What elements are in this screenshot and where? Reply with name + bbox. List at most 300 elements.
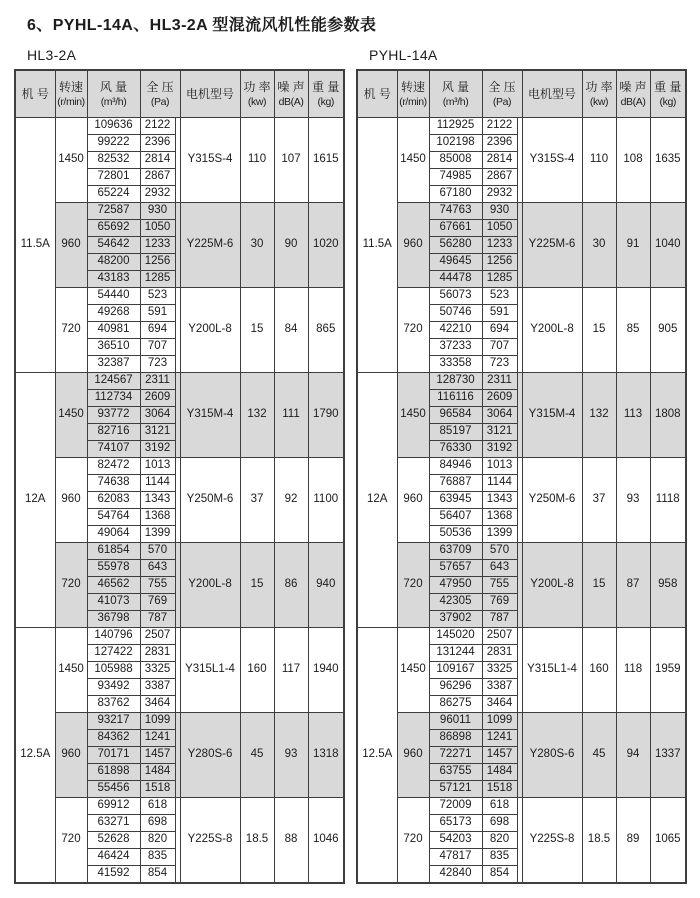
table-row <box>357 288 686 305</box>
pressure-cell: 694 <box>140 322 175 339</box>
flow-cell: 40981 <box>87 322 140 339</box>
table-body <box>15 118 344 884</box>
flow-cell: 74638 <box>87 475 140 492</box>
col-header-pressure: 全 压 (Pa) <box>140 70 180 118</box>
flow-cell: 37902 <box>429 611 482 628</box>
flow-cell: 57121 <box>429 781 482 798</box>
page-title: 6、PYHL-14A、HL3-2A 型混流风机性能参数表 <box>27 17 377 34</box>
speed-cell: 720 <box>397 543 429 628</box>
motor-model-cell: Y280S-6 <box>522 713 582 798</box>
weight-cell: 865 <box>308 288 344 373</box>
weight-cell: 1959 <box>650 628 686 713</box>
flow-cell: 96011 <box>429 713 482 730</box>
pressure-cell: 1484 <box>140 764 175 781</box>
pressure-cell: 2396 <box>140 135 175 152</box>
table-block-hl3-2a <box>14 47 343 884</box>
weight-cell: 1790 <box>308 373 344 458</box>
weight-cell: 1065 <box>650 798 686 884</box>
pressure-cell: 1241 <box>482 730 517 747</box>
flow-cell: 105988 <box>87 662 140 679</box>
weight-cell: 1615 <box>308 118 344 203</box>
pressure-cell: 1144 <box>140 475 175 492</box>
pressure-cell: 1457 <box>140 747 175 764</box>
noise-cell: 85 <box>616 288 650 373</box>
table-row <box>357 628 686 645</box>
pressure-cell: 1256 <box>140 254 175 271</box>
pressure-cell: 2507 <box>482 628 517 645</box>
pressure-cell: 591 <box>140 305 175 322</box>
pressure-cell: 930 <box>482 203 517 220</box>
flow-cell: 112734 <box>87 390 140 407</box>
pressure-cell: 2831 <box>140 645 175 662</box>
flow-cell: 56073 <box>429 288 482 305</box>
pressure-cell: 1399 <box>482 526 517 543</box>
pressure-cell: 2831 <box>482 645 517 662</box>
flow-cell: 48200 <box>87 254 140 271</box>
col-header-flow: 风 量 (m³/h) <box>429 70 482 118</box>
power-cell: 30 <box>582 203 616 288</box>
pressure-cell: 1368 <box>482 509 517 526</box>
pressure-cell: 2932 <box>140 186 175 203</box>
flow-cell: 46424 <box>87 849 140 866</box>
table-row <box>357 713 686 730</box>
flow-cell: 36798 <box>87 611 140 628</box>
pressure-cell: 2122 <box>140 118 175 135</box>
table-row <box>357 118 686 135</box>
pressure-cell: 1013 <box>482 458 517 475</box>
pressure-cell: 643 <box>482 560 517 577</box>
power-cell: 132 <box>240 373 274 458</box>
flow-cell: 72271 <box>429 747 482 764</box>
col-header-speed: 转速 (r/min) <box>55 70 87 118</box>
weight-cell: 958 <box>650 543 686 628</box>
pressure-cell: 694 <box>482 322 517 339</box>
flow-cell: 61898 <box>87 764 140 781</box>
pressure-cell: 698 <box>140 815 175 832</box>
speed-cell: 1450 <box>55 373 87 458</box>
pressure-cell: 2867 <box>140 169 175 186</box>
noise-cell: 90 <box>274 203 308 288</box>
flow-cell: 54440 <box>87 288 140 305</box>
pressure-cell: 755 <box>140 577 175 594</box>
pressure-cell: 3192 <box>140 441 175 458</box>
pressure-cell: 2867 <box>482 169 517 186</box>
pressure-cell: 1343 <box>482 492 517 509</box>
noise-cell: 117 <box>274 628 308 713</box>
flow-cell: 41073 <box>87 594 140 611</box>
power-cell: 160 <box>582 628 616 713</box>
power-cell: 15 <box>582 288 616 373</box>
power-cell: 18.5 <box>240 798 274 884</box>
pressure-cell: 3325 <box>140 662 175 679</box>
power-cell: 15 <box>240 288 274 373</box>
weight-cell: 1635 <box>650 118 686 203</box>
flow-cell: 99222 <box>87 135 140 152</box>
flow-cell: 46562 <box>87 577 140 594</box>
pressure-cell: 2814 <box>482 152 517 169</box>
power-cell: 15 <box>240 543 274 628</box>
pressure-cell: 1368 <box>140 509 175 526</box>
machine-model-cell: 12A <box>15 373 55 628</box>
flow-cell: 72801 <box>87 169 140 186</box>
noise-cell: 93 <box>274 713 308 798</box>
flow-cell: 102198 <box>429 135 482 152</box>
pressure-cell: 1144 <box>482 475 517 492</box>
power-cell: 160 <box>240 628 274 713</box>
pressure-cell: 570 <box>140 543 175 560</box>
table-body <box>357 118 686 884</box>
flow-cell: 93492 <box>87 679 140 696</box>
power-cell: 45 <box>582 713 616 798</box>
pressure-cell: 523 <box>140 288 175 305</box>
flow-cell: 112925 <box>429 118 482 135</box>
speed-cell: 960 <box>55 713 87 798</box>
speed-cell: 720 <box>397 288 429 373</box>
flow-cell: 109636 <box>87 118 140 135</box>
power-cell: 15 <box>582 543 616 628</box>
fan-spec-table-hl3-2a <box>14 69 345 884</box>
col-header-unit-flow: (m³/h) <box>100 96 127 108</box>
tables-row <box>14 47 686 884</box>
motor-model-cell: Y250M-6 <box>522 458 582 543</box>
col-header-weight: 重 量 (kg) <box>308 70 344 118</box>
flow-cell: 140796 <box>87 628 140 645</box>
table-header-row <box>15 70 344 118</box>
noise-cell: 118 <box>616 628 650 713</box>
speed-cell: 960 <box>397 713 429 798</box>
pressure-cell: 3387 <box>140 679 175 696</box>
noise-cell: 91 <box>616 203 650 288</box>
flow-cell: 52628 <box>87 832 140 849</box>
col-header-unit-power: (kw) <box>247 96 267 108</box>
col-header-pressure: 全 压 (Pa) <box>482 70 522 118</box>
weight-cell: 1118 <box>650 458 686 543</box>
pressure-cell: 835 <box>140 849 175 866</box>
speed-cell: 1450 <box>55 118 87 203</box>
col-header-unit-pressure: (Pa) <box>150 96 170 108</box>
flow-cell: 86275 <box>429 696 482 713</box>
noise-cell: 88 <box>274 798 308 884</box>
weight-cell: 940 <box>308 543 344 628</box>
power-cell: 37 <box>582 458 616 543</box>
pressure-cell: 820 <box>482 832 517 849</box>
noise-cell: 107 <box>274 118 308 203</box>
flow-cell: 85008 <box>429 152 482 169</box>
flow-cell: 63271 <box>87 815 140 832</box>
motor-model-cell: Y225M-6 <box>522 203 582 288</box>
pressure-cell: 3192 <box>482 441 517 458</box>
flow-cell: 72587 <box>87 203 140 220</box>
pressure-cell: 2932 <box>482 186 517 203</box>
weight-cell: 1808 <box>650 373 686 458</box>
col-header-noise: 噪 声 dB(A) <box>616 70 650 118</box>
flow-cell: 93217 <box>87 713 140 730</box>
table-row <box>357 543 686 560</box>
motor-model-cell: Y315L1-4 <box>522 628 582 713</box>
pressure-cell: 930 <box>140 203 175 220</box>
noise-cell: 84 <box>274 288 308 373</box>
table-row <box>357 458 686 475</box>
pressure-cell: 787 <box>482 611 517 628</box>
flow-cell: 47950 <box>429 577 482 594</box>
flow-cell: 116116 <box>429 390 482 407</box>
table-row <box>357 798 686 815</box>
motor-model-cell: Y250M-6 <box>180 458 240 543</box>
flow-cell: 63945 <box>429 492 482 509</box>
flow-cell: 44478 <box>429 271 482 288</box>
power-cell: 132 <box>582 373 616 458</box>
pressure-cell: 3464 <box>482 696 517 713</box>
pressure-cell: 755 <box>482 577 517 594</box>
pressure-cell: 1256 <box>482 254 517 271</box>
pressure-cell: 835 <box>482 849 517 866</box>
noise-cell: 94 <box>616 713 650 798</box>
pressure-cell: 698 <box>482 815 517 832</box>
pressure-cell: 2609 <box>140 390 175 407</box>
weight-cell: 1940 <box>308 628 344 713</box>
pressure-cell: 1233 <box>482 237 517 254</box>
pressure-cell: 2507 <box>140 628 175 645</box>
flow-cell: 131244 <box>429 645 482 662</box>
flow-cell: 86898 <box>429 730 482 747</box>
flow-cell: 124567 <box>87 373 140 390</box>
table-row <box>15 373 344 390</box>
flow-cell: 49064 <box>87 526 140 543</box>
flow-cell: 93772 <box>87 407 140 424</box>
motor-model-cell: Y280S-6 <box>180 713 240 798</box>
pressure-cell: 707 <box>482 339 517 356</box>
pressure-cell: 787 <box>140 611 175 628</box>
flow-cell: 41592 <box>87 866 140 884</box>
flow-cell: 33358 <box>429 356 482 373</box>
flow-cell: 85197 <box>429 424 482 441</box>
pressure-cell: 1399 <box>140 526 175 543</box>
flow-cell: 54642 <box>87 237 140 254</box>
pressure-cell: 3387 <box>482 679 517 696</box>
flow-cell: 32387 <box>87 356 140 373</box>
col-header-weight: 重 量 (kg) <box>650 70 686 118</box>
flow-cell: 42305 <box>429 594 482 611</box>
flow-cell: 65224 <box>87 186 140 203</box>
power-cell: 110 <box>240 118 274 203</box>
motor-model-cell: Y225M-6 <box>180 203 240 288</box>
flow-cell: 56280 <box>429 237 482 254</box>
col-header-model: 机 号 <box>357 70 397 118</box>
noise-cell: 89 <box>616 798 650 884</box>
col-header-unit-speed: (r/min) <box>399 96 427 108</box>
col-header-unit-flow: (m³/h) <box>442 96 469 108</box>
motor-model-cell: Y315M-4 <box>522 373 582 458</box>
col-header-speed: 转速 (r/min) <box>397 70 429 118</box>
pressure-cell: 3464 <box>140 696 175 713</box>
table-row <box>15 203 344 220</box>
flow-cell: 96584 <box>429 407 482 424</box>
motor-model-cell: Y225S-8 <box>180 798 240 884</box>
pressure-cell: 1285 <box>482 271 517 288</box>
flow-cell: 70171 <box>87 747 140 764</box>
pressure-cell: 2609 <box>482 390 517 407</box>
pressure-cell: 2311 <box>482 373 517 390</box>
flow-cell: 65173 <box>429 815 482 832</box>
motor-model-cell: Y315S-4 <box>522 118 582 203</box>
flow-cell: 42840 <box>429 866 482 884</box>
noise-cell: 93 <box>616 458 650 543</box>
col-header-unit-weight: (kg) <box>659 96 676 108</box>
speed-cell: 1450 <box>397 628 429 713</box>
flow-cell: 74985 <box>429 169 482 186</box>
motor-model-cell: Y315L1-4 <box>180 628 240 713</box>
col-header-unit-speed: (r/min) <box>57 96 85 108</box>
col-header-unit-noise: dB(A) <box>278 96 304 108</box>
flow-cell: 61854 <box>87 543 140 560</box>
flow-cell: 54203 <box>429 832 482 849</box>
table-row <box>15 713 344 730</box>
col-header-motor: 电机型号 <box>180 70 240 118</box>
flow-cell: 54764 <box>87 509 140 526</box>
pressure-cell: 1285 <box>140 271 175 288</box>
col-header-unit-noise: dB(A) <box>620 96 646 108</box>
flow-cell: 56407 <box>429 509 482 526</box>
machine-model-cell: 11.5A <box>357 118 397 373</box>
motor-model-cell: Y200L-8 <box>180 543 240 628</box>
pressure-cell: 618 <box>140 798 175 815</box>
pressure-cell: 1013 <box>140 458 175 475</box>
pressure-cell: 3121 <box>482 424 517 441</box>
motor-model-cell: Y315M-4 <box>180 373 240 458</box>
table-row <box>357 373 686 390</box>
noise-cell: 86 <box>274 543 308 628</box>
pressure-cell: 723 <box>482 356 517 373</box>
flow-cell: 36510 <box>87 339 140 356</box>
table-row <box>15 798 344 815</box>
weight-cell: 905 <box>650 288 686 373</box>
flow-cell: 67180 <box>429 186 482 203</box>
pressure-cell: 723 <box>140 356 175 373</box>
flow-cell: 127422 <box>87 645 140 662</box>
pressure-cell: 769 <box>140 594 175 611</box>
pressure-cell: 1518 <box>482 781 517 798</box>
pressure-cell: 820 <box>140 832 175 849</box>
col-header-motor: 电机型号 <box>522 70 582 118</box>
flow-cell: 109167 <box>429 662 482 679</box>
flow-cell: 42210 <box>429 322 482 339</box>
pressure-cell: 854 <box>482 866 517 884</box>
pressure-cell: 618 <box>482 798 517 815</box>
speed-cell: 720 <box>397 798 429 884</box>
speed-cell: 720 <box>55 288 87 373</box>
pressure-cell: 523 <box>482 288 517 305</box>
pressure-cell: 3121 <box>140 424 175 441</box>
weight-cell: 1337 <box>650 713 686 798</box>
speed-cell: 960 <box>397 203 429 288</box>
motor-model-cell: Y200L-8 <box>522 288 582 373</box>
motor-model-cell: Y225S-8 <box>522 798 582 884</box>
table-header-row <box>357 70 686 118</box>
table-row <box>15 628 344 645</box>
pressure-cell: 1518 <box>140 781 175 798</box>
pressure-cell: 2311 <box>140 373 175 390</box>
flow-cell: 63755 <box>429 764 482 781</box>
flow-cell: 76887 <box>429 475 482 492</box>
flow-cell: 55456 <box>87 781 140 798</box>
col-header-unit-pressure: (Pa) <box>492 96 512 108</box>
motor-model-cell: Y315S-4 <box>180 118 240 203</box>
col-header-flow: 风 量 (m³/h) <box>87 70 140 118</box>
flow-cell: 63709 <box>429 543 482 560</box>
col-header-power: 功 率 (kw) <box>582 70 616 118</box>
pressure-cell: 643 <box>140 560 175 577</box>
pressure-cell: 1050 <box>482 220 517 237</box>
pressure-cell: 2122 <box>482 118 517 135</box>
weight-cell: 1318 <box>308 713 344 798</box>
pressure-cell: 707 <box>140 339 175 356</box>
pressure-cell: 3325 <box>482 662 517 679</box>
flow-cell: 50746 <box>429 305 482 322</box>
flow-cell: 65692 <box>87 220 140 237</box>
flow-cell: 57657 <box>429 560 482 577</box>
flow-cell: 47817 <box>429 849 482 866</box>
col-header-unit-power: (kw) <box>589 96 609 108</box>
table-block-pyhl-14a <box>356 47 685 884</box>
machine-model-cell: 11.5A <box>15 118 55 373</box>
flow-cell: 145020 <box>429 628 482 645</box>
flow-cell: 37233 <box>429 339 482 356</box>
pressure-cell: 3064 <box>140 407 175 424</box>
col-header-noise: 噪 声 dB(A) <box>274 70 308 118</box>
power-cell: 37 <box>240 458 274 543</box>
col-header-unit-weight: (kg) <box>317 96 334 108</box>
flow-cell: 50536 <box>429 526 482 543</box>
pressure-cell: 1233 <box>140 237 175 254</box>
speed-cell: 720 <box>55 798 87 884</box>
noise-cell: 111 <box>274 373 308 458</box>
speed-cell: 960 <box>55 458 87 543</box>
flow-cell: 67661 <box>429 220 482 237</box>
machine-model-cell: 12A <box>357 373 397 628</box>
pressure-cell: 2814 <box>140 152 175 169</box>
table-row <box>15 458 344 475</box>
flow-cell: 74107 <box>87 441 140 458</box>
speed-cell: 960 <box>397 458 429 543</box>
col-header-power: 功 率 (kw) <box>240 70 274 118</box>
flow-cell: 82532 <box>87 152 140 169</box>
pressure-cell: 591 <box>482 305 517 322</box>
flow-cell: 49645 <box>429 254 482 271</box>
pressure-cell: 2396 <box>482 135 517 152</box>
flow-cell: 82472 <box>87 458 140 475</box>
flow-cell: 62083 <box>87 492 140 509</box>
weight-cell: 1100 <box>308 458 344 543</box>
table-row <box>15 543 344 560</box>
col-header-model: 机 号 <box>15 70 55 118</box>
speed-cell: 720 <box>55 543 87 628</box>
flow-cell: 76330 <box>429 441 482 458</box>
power-cell: 110 <box>582 118 616 203</box>
noise-cell: 113 <box>616 373 650 458</box>
flow-cell: 128730 <box>429 373 482 390</box>
flow-cell: 43183 <box>87 271 140 288</box>
flow-cell: 55978 <box>87 560 140 577</box>
speed-cell: 960 <box>55 203 87 288</box>
flow-cell: 82716 <box>87 424 140 441</box>
noise-cell: 108 <box>616 118 650 203</box>
flow-cell: 72009 <box>429 798 482 815</box>
weight-cell: 1020 <box>308 203 344 288</box>
table-label-hl3-2a: HL3-2A <box>27 47 77 63</box>
table-row <box>15 288 344 305</box>
machine-model-cell: 12.5A <box>357 628 397 884</box>
motor-model-cell: Y200L-8 <box>522 543 582 628</box>
